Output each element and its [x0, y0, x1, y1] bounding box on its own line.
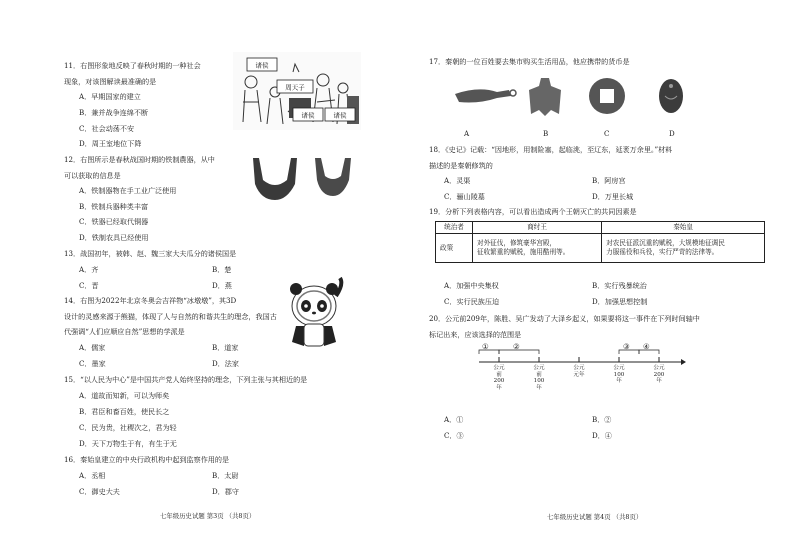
- table-row-label-policy: 政策: [436, 234, 473, 263]
- shang-zhou-policy-line1: 对外征伐，修筑豪华宫殿，: [477, 239, 557, 247]
- q12-stem-line1: 12．右图所示是春秋战国时期的铁制農器，从中: [64, 155, 215, 164]
- q17-option-c[interactable]: C: [604, 129, 610, 138]
- iron-tools-image: [245, 150, 357, 204]
- timeline-range-4: ④: [643, 342, 650, 351]
- q19-option-a[interactable]: A．加强中央集权: [444, 281, 499, 290]
- q12-option-d[interactable]: D．铁制农具已经使用: [79, 233, 149, 242]
- table-header-shang-zhou: 商纣王: [473, 222, 602, 234]
- timeline-range-2: ②: [513, 342, 520, 351]
- page-footer-left: 七年级历史试题 第3页 （共8页）: [160, 512, 256, 520]
- q13-stem: 13．战国初年，被韩、赵、魏三家大夫瓜分的诸侯国是: [64, 249, 237, 258]
- q19-compare-table: [435, 221, 765, 263]
- q20-stem-line1: 20．公元前209年，陈胜、吴广发动了大泽乡起义，如果要将这一事件在下列时间轴中: [429, 314, 700, 323]
- q20-option-b[interactable]: B．②: [592, 415, 612, 424]
- q17-stem: 17．秦朝的一位百姓要去集市购买生活用品，他应携带的货币是: [429, 57, 630, 66]
- q15-option-a[interactable]: A．道故而知新，可以为师矣: [79, 391, 170, 400]
- qin-shihuang-policy-line1: 对农民征派沉重的赋税，大规模地征调民: [606, 239, 725, 247]
- q19-option-c[interactable]: C．实行民族压迫: [444, 297, 500, 306]
- q20-option-d[interactable]: D．④: [592, 431, 612, 440]
- q20-stem-line2: 标记出来，应该选择的范围是: [429, 330, 522, 339]
- q14-option-b[interactable]: B．道家: [212, 343, 239, 352]
- q13-option-c[interactable]: C．晋: [79, 281, 99, 290]
- q16-option-d[interactable]: D．郡守: [212, 487, 239, 496]
- q19-option-d[interactable]: D．加强思想控制: [592, 297, 648, 306]
- q14-option-a[interactable]: A．儒家: [79, 343, 106, 352]
- q18-stem-line2: 描述的是秦朝修筑的: [429, 161, 493, 170]
- q13-option-b[interactable]: B．楚: [212, 265, 232, 274]
- q12-option-b[interactable]: B．铁制兵器种类丰富: [79, 202, 149, 211]
- q11-option-d[interactable]: D．周王室地位下降: [79, 139, 142, 148]
- q15-option-c[interactable]: C．民为贵，社稷次之，君为轻: [79, 423, 177, 432]
- q12-option-c[interactable]: C．铁器已经取代铜器: [79, 217, 149, 226]
- q15-option-d[interactable]: D．天下万物生于有，有生于无: [79, 439, 177, 448]
- cartoon-label-bottom2: 诸侯: [333, 111, 347, 120]
- table-cell-shang-zhou-policy: [473, 234, 602, 263]
- q14-stem-line1: 14．右图为2022年北京冬奥会吉祥物“冰墩墩”，其3D: [64, 296, 237, 305]
- q11-option-a[interactable]: A．早期国家的建立: [79, 92, 141, 101]
- q14-stem-line3: 代强调“人们应顺应自然”思想的学派是: [64, 327, 185, 336]
- timeline-tick-200bc: 公元前200年: [493, 365, 505, 391]
- q20-option-a[interactable]: A．①: [444, 415, 464, 424]
- table-cell-qin-shihuang-policy: [602, 234, 765, 263]
- q17-option-b[interactable]: B: [543, 129, 549, 138]
- timeline-tick-year1: 公元元年: [573, 365, 585, 378]
- q11-stem-line2: 现象，对该图解读最准确的是: [64, 77, 157, 86]
- q19-option-b[interactable]: B．实行残暴统治: [592, 281, 647, 290]
- q19-stem: 19．分析下列表格内容，可以看出造成两个王朝灭亡的共同因素是: [429, 207, 637, 216]
- right-page: [397, 0, 794, 550]
- coins-image: [449, 72, 689, 120]
- q13-option-a[interactable]: A．齐: [79, 265, 99, 274]
- shang-zhou-policy-line2: 征收繁重的赋税，施用酷刑等。: [477, 248, 570, 256]
- timeline-tick-100ad: 公元100年: [613, 365, 625, 384]
- cartoon-label-top: 诸侯: [255, 61, 269, 70]
- q11-option-c[interactable]: C．社会动荡不安: [79, 124, 135, 133]
- q12-stem-line2: 可以获取的信息是: [64, 171, 121, 180]
- q16-option-c[interactable]: C．御史大夫: [79, 487, 120, 496]
- q11-option-b[interactable]: B．兼并战争连绵不断: [79, 108, 149, 117]
- q16-option-b[interactable]: B．太尉: [212, 471, 239, 480]
- cartoon-label-center: 周天子: [285, 83, 305, 92]
- q16-option-a[interactable]: A．丞相: [79, 471, 106, 480]
- feudal-cartoon-image: [233, 52, 361, 130]
- timeline-range-1: ①: [482, 342, 489, 351]
- cartoon-label-bottom1: 诸侯: [301, 111, 315, 120]
- q20-option-c[interactable]: C．③: [444, 431, 464, 440]
- page-footer-right: 七年级历史试题 第4页 （共8页）: [547, 513, 643, 521]
- qin-shihuang-policy-line2: 力服徭役和兵役，实行严苛的法律等。: [606, 248, 719, 256]
- q18-option-d[interactable]: D．万里长城: [592, 192, 634, 201]
- q11-stem-line1: 11．右图形象地反映了春秋时期的一种社会: [64, 61, 201, 70]
- q15-stem: 15．“以人民为中心”是中国共产党人始终坚持的理念，下列主张与其相近的是: [64, 375, 308, 384]
- timeline-tick-200ad: 公元200年: [653, 365, 665, 384]
- q15-option-b[interactable]: B．君臣和畜百姓，使民长之: [79, 407, 170, 416]
- q12-option-a[interactable]: A．铁制器物在手工业广泛使用: [79, 186, 177, 195]
- q18-option-a[interactable]: A．灵渠: [444, 176, 471, 185]
- q17-option-d[interactable]: D: [669, 129, 675, 138]
- timeline-tick-100bc: 公元前100年: [533, 365, 545, 391]
- timeline-range-3: ③: [623, 342, 630, 351]
- q18-option-c[interactable]: C．骊山陵墓: [444, 192, 485, 201]
- q18-option-b[interactable]: B．阿房宫: [592, 176, 626, 185]
- q13-option-d[interactable]: D．燕: [212, 281, 232, 290]
- table-header-ruler: 统治者: [436, 222, 473, 234]
- q16-stem: 16．秦始皇建立的中央行政机构中起到监察作用的是: [64, 455, 230, 464]
- table-header-qin-shihuang: 秦始皇: [602, 222, 765, 234]
- q14-option-c[interactable]: C．墨家: [79, 359, 106, 368]
- q14-option-d[interactable]: D．法家: [212, 359, 239, 368]
- q17-option-a[interactable]: A: [464, 129, 470, 138]
- q14-stem-line2: 设计的灵感来源于熊猫，体现了人与自然的和谐共生的理念，我国古: [64, 312, 277, 321]
- mascot-image: [282, 276, 346, 350]
- q18-stem-line1: 18．《史记》记载：“因地形，用制险塞，起临洮，至辽东，延袤万余里。”材料: [429, 145, 673, 154]
